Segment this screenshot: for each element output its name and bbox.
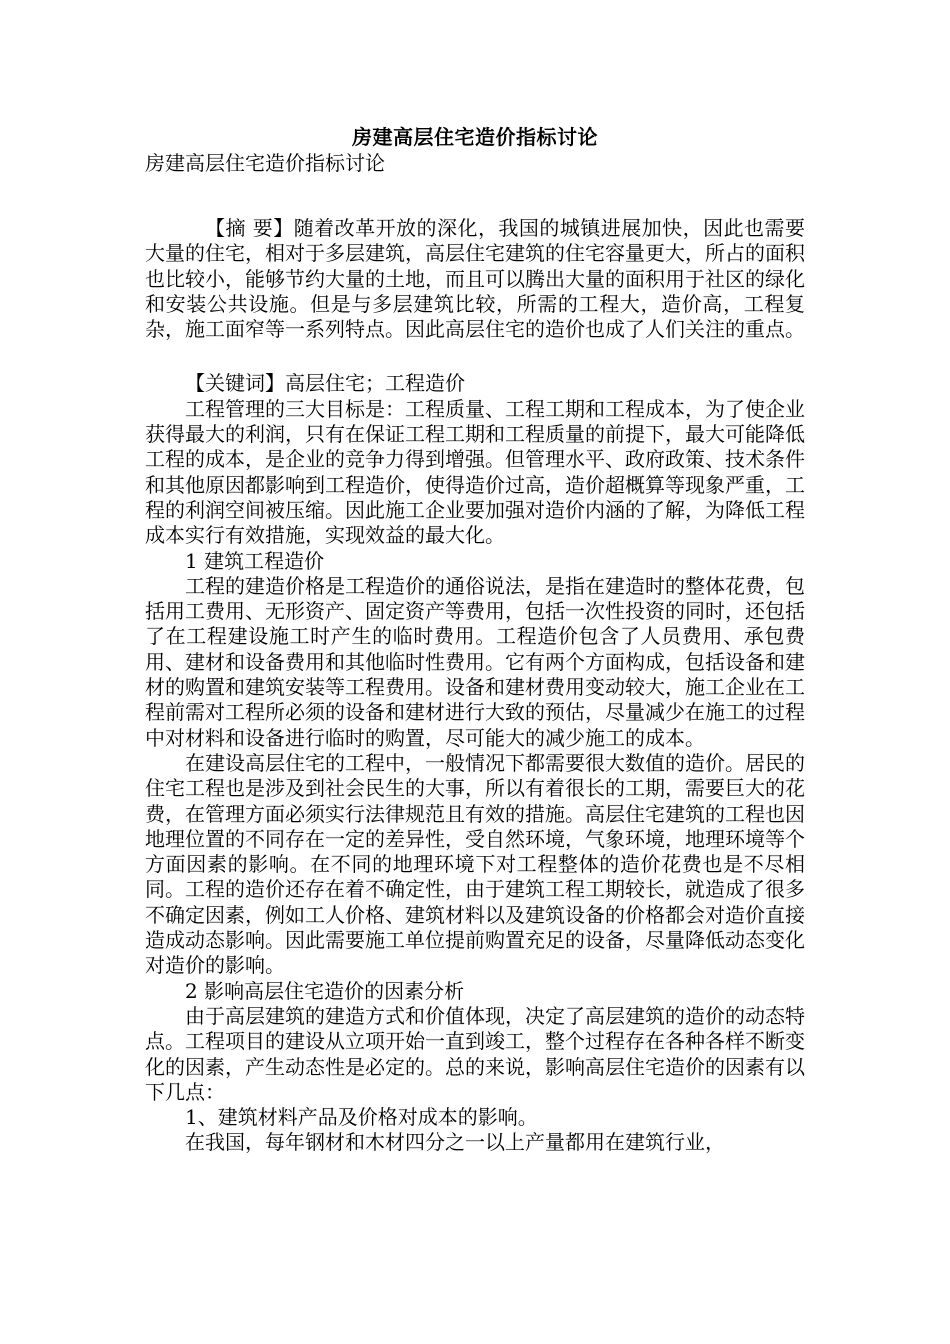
section-1-paragraph-2: 在建设高层住宅的工程中，一般情况下都需要很大数值的造价。居民的住宅工程也是涉及到社会民生的大事，所以有着很长的工期，需要巨大的花费，在管理方面必须实行法律规范且有效的措施。高层住宅建筑的工程也因地理位置的不同存在一定的差异性，受自然环境，气象环境，地理环境等个方面因素的影响。在不同的地理环境下对工程整体的造价花费也是不尽相同。工程的造价还存在着不确定性，由于建筑工程工期较长，就造成了很多不确定因素，例如工人价格、建筑材料以及建筑设备的价格都会对造价直接造成动态影响。因此需要施工单位提前购置充足的设备，尽量降低动态变化对造价的影响。 [145,750,805,978]
keywords-line: 【关键词】高层住宅；工程造价 [185,371,465,396]
document-title: 房建高层住宅造价指标讨论 [352,125,598,149]
section-1-paragraph-1: 工程的建造价格是工程造价的通俗说法，是指在建造时的整体花费，包括用工费用、无形资产、固定资产等费用，包括一次性投资的同时，还包括了在工程建设施工时产生的临时费用。工程造价包含了人员费用、承包费用、建材和设备费用和其他临时性费用。它有两个方面构成，包括设备和建材的购置和建筑安装等工程费用。设备和建材费用变动较大，施工企业在工程前需对工程所必须的设备和建材进行大致的预估，尽量减少在施工的过程中对材料和设备进行临时的购置，尽可能大的减少施工的成本。 [145,573,805,750]
section-2-paragraph-1: 由于高层建筑的建造方式和价值体现，决定了高层建筑的造价的动态特点。工程项目的建设从立项开始一直到竣工，整个过程存在各种各样不断变化的因素，产生动态性是必定的。总的来说，影响高层住宅造价的因素有以下几点： [145,1003,805,1104]
section-2-heading: 2 影响高层住宅造价的因素分析 [185,978,465,1003]
section-2-paragraph-2: 在我国，每年钢材和木材四分之一以上产量都用在建筑行业， [185,1130,725,1155]
section-2-item-1: 1、建筑材料产品及价格对成本的影响。 [185,1105,538,1130]
document-page [145,124,805,1156]
section-1-heading: 1 建筑工程造价 [185,548,325,573]
document-subtitle: 房建高层住宅造价指标讨论 [145,151,385,175]
abstract-paragraph: 【摘 要】随着改革开放的深化，我国的城镇进展加快，因此也需要大量的住宅，相对于多层建筑，高层住宅建筑的住宅容量更大，所占的面积也比较小，能够节约大量的土地，而且可以腾出大量的面积用于社区的绿化和安装公共设施。但是与多层建筑比较，所需的工程大，造价高，工程复杂，施工面窄等一系列特点。因此高层住宅的造价也成了人们关注的重点。 [145,216,805,342]
intro-paragraph: 工程管理的三大目标是：工程质量、工程工期和工程成本，为了使企业获得最大的利润，只有在保证工程工期和工程质量的前提下，最大可能降低工程的成本，是企业的竞争力得到增强。但管理水平、政府政策、技术条件和其他原因都影响到工程造价，使得造价过高，造价超概算等现象严重，工程的利润空间被压缩。因此施工企业要加强对造价内涵的了解，为降低工程成本实行有效措施，实现效益的最大化。 [145,396,805,548]
